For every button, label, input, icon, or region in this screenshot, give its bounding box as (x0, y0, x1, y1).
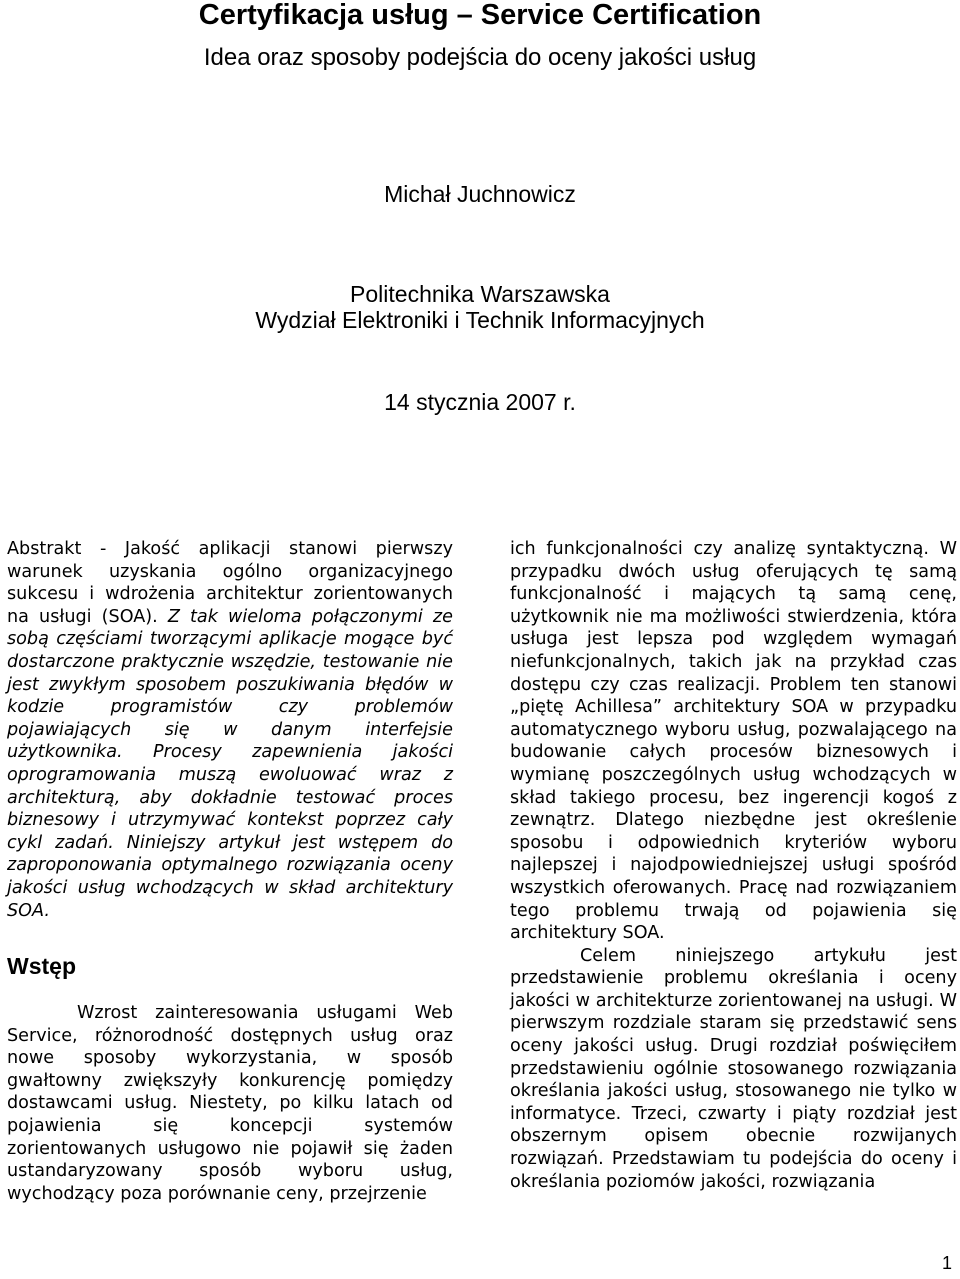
right-column (510, 538, 957, 1193)
abstract-text: Z tak wieloma połączonymi ze sobą częściami tworzącymi aplikacje mogące być dostarczone praktycznie wszędzie, testowanie nie jest zwykłym sposobem poszukiwania błędów w kodzie programistów czy problemów pojawiających się w danym interfejsie użytkownika. Procesy zapewnienia jakości oprogramowania muszą ewoluować wraz z architekturą, aby dokładnie testować proces biznesowy i utrzymywać kontekst poprzez cały cykl zadań. Niniejszy artykuł jest wstępem do zaproponowania optymalnego rozwiązania oceny jakości usług wchodzących w skład architektury SOA. (7, 606, 453, 921)
abstract-block (7, 538, 453, 922)
section-heading-intro: Wstęp (7, 953, 76, 979)
author-name: Michał Juchnowicz (384, 181, 576, 207)
right-paragraph-2: Celem niniejszego artykułu jest przedstawienie problemu określania i oceny jakości w architekturze zorientowanej na usługi. W pierwszym rozdziale staram się przedstawić sens oceny jakości usług. Drugi rozdział poświęciłem przedstawieniu ogólnie stosowanego rozwiązania określania jakości usług, stosowanego nie tylko w informatyce. Trzeci, czwarty i piąty rozdział jest obszernym opisem obecnie rozwijanych rozwiązań. Przedstawiam tu podejścia do oceny i określania poziomów jakości, rozwiązania (510, 945, 957, 1192)
document-subtitle: Idea oraz sposoby podejścia do oceny jakości usług (203, 44, 757, 71)
affiliation-university: Politechnika Warszawska (350, 281, 610, 307)
intro-paragraph-left (7, 1002, 453, 1205)
document-title: Certyfikacja usług – Service Certification (198, 0, 762, 31)
abstract-lead: Abstrakt - Jakość aplikacji stanowi pierwszy warunek uzyskania ogólno organizacyjnego sukcesu i wdrożenia architektur zorientowanych na usługi (SOA). (7, 539, 453, 627)
page-number: 1 (941, 1253, 952, 1273)
affiliation-faculty: Wydział Elektroniki i Technik Informacyjnych (255, 307, 705, 333)
document-date: 14 stycznia 2007 r. (384, 389, 576, 415)
right-paragraph-1: ich funkcjonalności czy analizę syntaktyczną. W przypadku dwóch usług oferujących tę samą funkcjonalność i mających tą samą cenę, użytkownik nie ma możliwości stwierdzenia, która usługa jest lepsza pod względem wymagań niefunkcjonalnych, takich jak na przykład czas dostępu czy czas realizacji. Problem ten stanowi „piętę Achillesa” architektury SOA w przypadku automatycznego wyboru usług, pozwalającego na budowanie całych procesów biznesowych i wymianę poszczególnych usług wchodzących w skład takiego procesu, bez ingerencji kogoś z zewnątrz. Dlatego niezbędne jest określenie sposobu i odpowiednich kryteriów wyboru najlepszej i najodpowiedniejszej usługi spośród wszystkich oferowanych. Pracę nad rozwiązaniem tego problemu trwają od pojawienia się architektury SOA. (510, 539, 957, 944)
intro-text-left: Wzrost zainteresowania usługami Web Service, różnorodność dostępnych usług oraz nowe sposoby wykorzystania, w sposób gwałtowny zwiększyły konkurencję pomiędzy dostawcami usług. Niestety, po kilku latach od pojawienia się koncepcji systemów zorientowanych usługowo nie pojawił się żaden ustandaryzowany sposób wyboru usług, wychodzący poza porównanie ceny, przejrzenie (7, 1003, 453, 1204)
